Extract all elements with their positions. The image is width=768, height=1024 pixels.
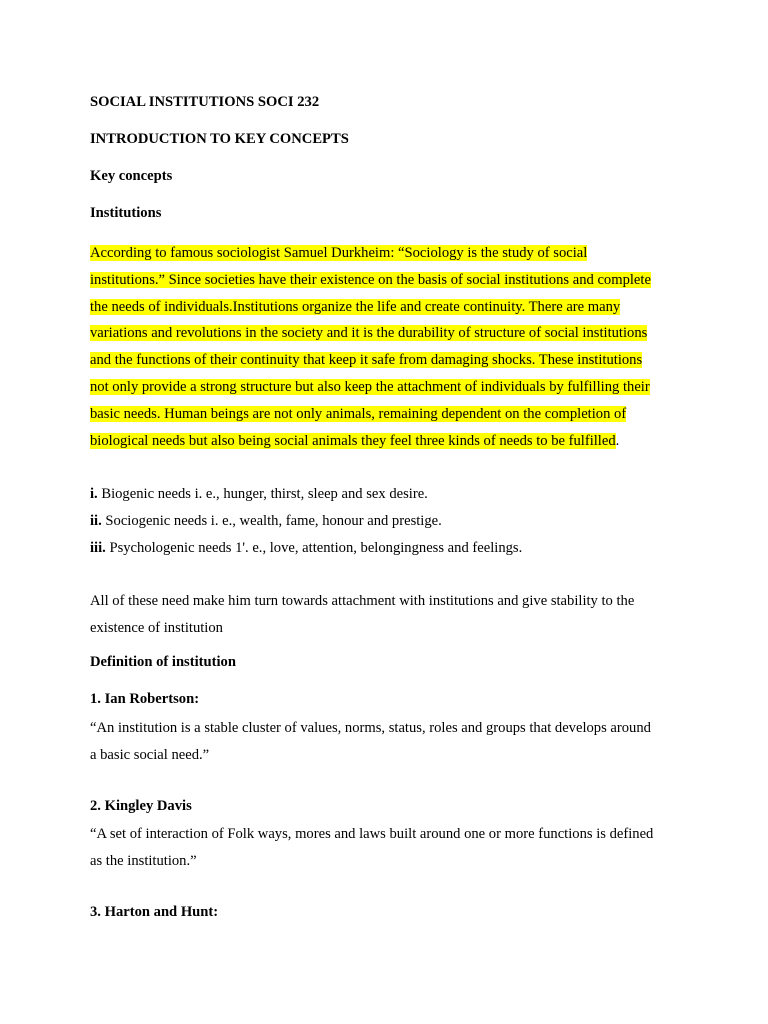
list-item-text: Biogenic needs i. e., hunger, thirst, sleep and sex desire. bbox=[97, 486, 428, 503]
document-title: SOCIAL INSTITUTIONS SOCI 232 bbox=[90, 94, 320, 110]
list-marker: i. bbox=[90, 486, 98, 503]
list-item-text: Sociogenic needs i. e., wealth, fame, honour and prestige. bbox=[101, 513, 442, 530]
section-heading: Key concepts bbox=[90, 168, 173, 184]
paragraph-line bbox=[90, 347, 680, 374]
quote-line: as the institution.” bbox=[90, 852, 197, 869]
definition-quote bbox=[90, 715, 680, 769]
highlighted-text: biological needs but also being social animals they feel three kinds of needs to be fulfilled bbox=[90, 432, 616, 449]
quote-line: “A set of interaction of Folk ways, mores and laws built around one or more functions is defined bbox=[90, 825, 654, 842]
paragraph-line bbox=[90, 320, 680, 347]
list-item bbox=[90, 481, 680, 508]
highlighted-text: the needs of individuals.Institutions organize the life and create continuity. There are many bbox=[90, 298, 621, 315]
subsection-heading: Institutions bbox=[90, 205, 162, 221]
paragraph-line bbox=[90, 240, 680, 267]
definition-author-heading: 2. Kingley Davis bbox=[90, 797, 192, 814]
paragraph-line bbox=[90, 294, 680, 321]
paragraph-line: All of these need make him turn towards attachment with institutions and give stability to the bbox=[90, 592, 635, 609]
spacer bbox=[90, 562, 680, 588]
paragraph-line bbox=[90, 267, 680, 294]
highlighted-text: not only provide a strong structure but also keep the attachment of individuals by fulfilling their bbox=[90, 378, 650, 395]
document-subtitle: INTRODUCTION TO KEY CONCEPTS bbox=[90, 131, 349, 147]
quote-line: a basic social need.” bbox=[90, 747, 210, 764]
quote-line: “An institution is a stable cluster of values, norms, status, roles and groups that develops around bbox=[90, 720, 651, 737]
paragraph-line: existence of institution bbox=[90, 619, 223, 636]
attachment-paragraph bbox=[90, 588, 680, 642]
paragraph-line bbox=[90, 401, 680, 428]
spacer bbox=[90, 875, 680, 901]
spacer bbox=[90, 769, 680, 795]
highlighted-text: variations and revolutions in the society and it is the durability of structure of social institutions bbox=[90, 325, 648, 342]
list-item-text: Psychologenic needs 1'. e., love, attention, belongingness and feelings. bbox=[105, 539, 523, 556]
highlighted-text: institutions.” Since societies have their existence on the basis of social institutions and complete bbox=[90, 271, 651, 288]
list-marker: ii. bbox=[90, 513, 102, 530]
definition-author-heading: 1. Ian Robertson: bbox=[90, 691, 200, 708]
document-page bbox=[90, 91, 680, 923]
needs-list bbox=[90, 481, 680, 561]
highlighted-text: According to famous sociologist Samuel Durkheim: “Sociology is the study of social bbox=[90, 245, 588, 261]
definition-quote bbox=[90, 821, 680, 875]
list-item bbox=[90, 508, 680, 535]
paragraph-line bbox=[90, 428, 680, 455]
paragraph-end-period: . bbox=[615, 432, 620, 449]
paragraph-line bbox=[90, 374, 680, 401]
spacer bbox=[90, 454, 680, 481]
spacer bbox=[90, 641, 680, 651]
list-marker: iii. bbox=[90, 539, 106, 556]
highlighted-paragraph bbox=[90, 240, 680, 454]
highlighted-text: and the functions of their continuity that keep it safe from damaging shocks. These institutions bbox=[90, 352, 643, 369]
definition-heading: Definition of institution bbox=[90, 654, 236, 671]
highlighted-text: basic needs. Human beings are not only animals, remaining dependent on the completion of bbox=[90, 405, 627, 422]
definition-author-heading: 3. Harton and Hunt: bbox=[90, 903, 219, 920]
list-item bbox=[90, 535, 680, 562]
